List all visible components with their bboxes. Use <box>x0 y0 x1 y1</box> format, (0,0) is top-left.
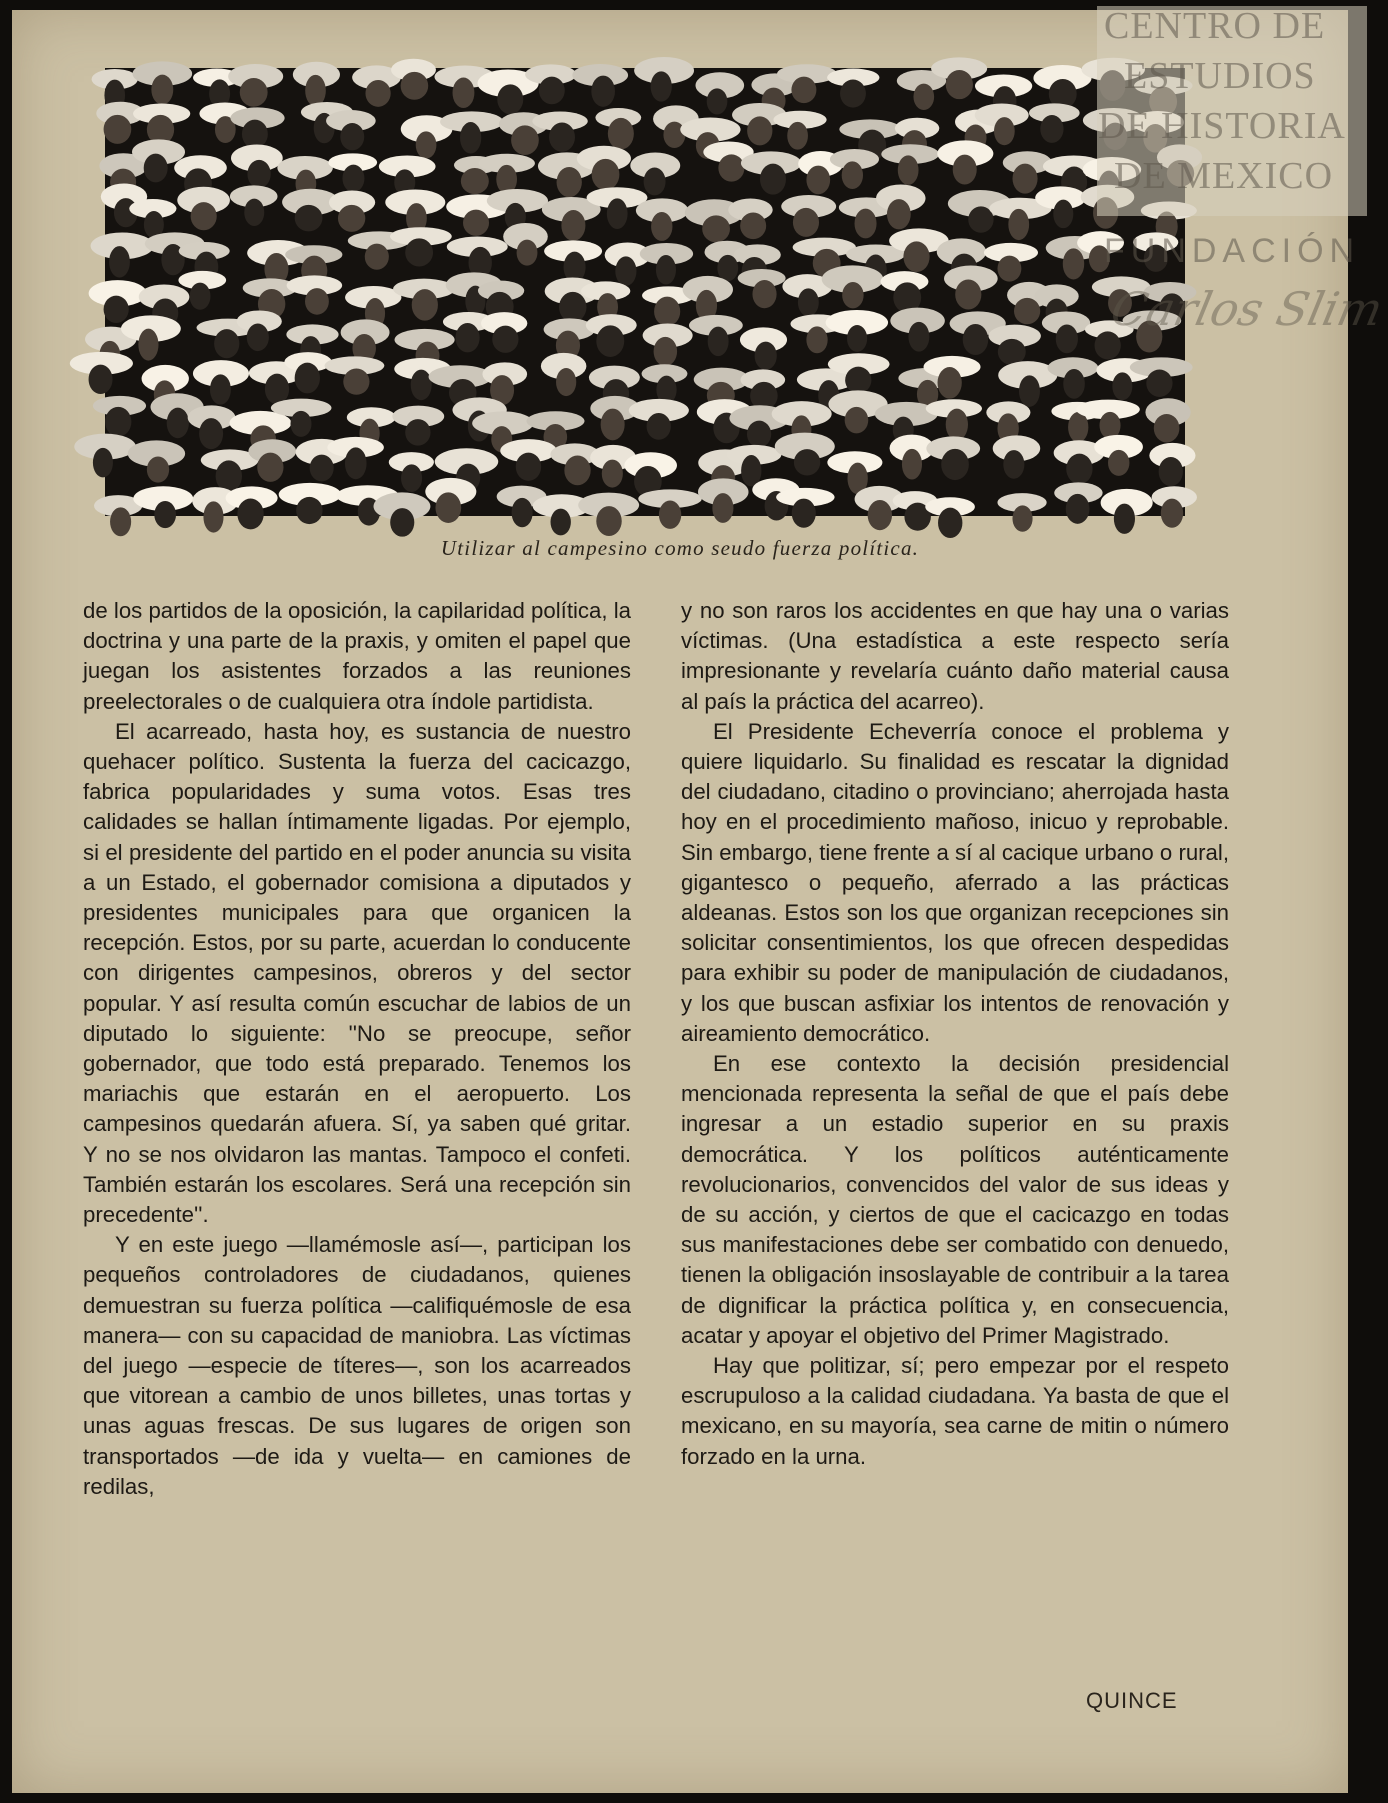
face-shape <box>592 159 620 190</box>
face-shape <box>845 367 871 394</box>
face-shape <box>216 460 242 491</box>
paragraph: Y en este juego —llamémosle así—, participan los pequeños controladores de ciudadanos, quienes demuestran su fuerza política —califiquémosle de esa manera— con su capacidad de maniobra. Las víctimas del juego —especie de títeres—, son los acarreados que vitorean a cambio de unos billetes, unas tortas y unas aguas frescas. De sus lugares de origen son transportados —de ida y vuelta— en camiones de redilas, <box>83 1232 631 1499</box>
face-shape <box>1066 494 1090 524</box>
face-shape <box>752 280 776 308</box>
face-shape <box>656 255 676 284</box>
face-shape <box>659 501 681 529</box>
face-shape <box>963 324 989 355</box>
paragraph: El Presidente Echeverría conoce el problema y quiere liquidarlo. Su finalidad es rescatar la dignidad del ciudadano, citadino o provinciano; aherrojada hasta hoy en el procedimiento mañoso, inicuo y reprobable. Sin embargo, tiene frente a sí al cacique urbano o rural, gigantesco o pequeño, aferrado a las prácticas aldeanas. Estos son los que organizan recepciones sin solicitar consentimientos, los que ofrecen despedidas para exhibir su poder de manipulación de ciudadanos, y los que buscan asfixiar los intentos de renovación y aireamiento democrático. <box>681 718 1229 1046</box>
face-shape <box>717 255 738 281</box>
face-shape <box>405 238 433 266</box>
face-shape <box>242 120 268 149</box>
face-shape <box>615 256 636 285</box>
face-shape <box>411 370 432 401</box>
face-shape <box>564 456 590 486</box>
face-shape <box>89 365 113 394</box>
face-shape <box>340 123 364 150</box>
face-shape <box>855 209 877 239</box>
face-shape <box>903 241 929 272</box>
face-shape <box>902 449 922 480</box>
face-shape <box>994 117 1015 145</box>
face-shape <box>1068 412 1088 442</box>
face-shape <box>561 210 585 241</box>
face-shape <box>1014 298 1040 324</box>
face-shape <box>557 167 582 197</box>
crowd-photo-graphic <box>105 68 1185 516</box>
face-shape <box>492 326 518 353</box>
face-shape <box>887 199 911 229</box>
face-shape <box>290 411 311 437</box>
face-shape <box>401 72 429 100</box>
face-shape <box>1053 200 1073 229</box>
face-shape <box>338 205 365 232</box>
magazine-page <box>12 5 1388 1793</box>
watermark-signature: Carlos Slim <box>1106 282 1388 336</box>
face-shape <box>310 455 334 482</box>
face-shape <box>1003 450 1024 479</box>
face-shape <box>511 125 539 155</box>
face-shape <box>953 155 977 185</box>
face-shape <box>539 77 565 105</box>
face-shape <box>93 448 113 478</box>
face-shape <box>596 325 624 357</box>
face-shape <box>1063 369 1085 399</box>
face-shape <box>702 215 730 242</box>
face-shape <box>1040 115 1063 143</box>
face-shape <box>708 327 729 357</box>
face-shape <box>109 246 130 278</box>
face-shape <box>296 497 322 524</box>
crowd-photo <box>105 68 1185 516</box>
face-shape <box>1112 372 1132 400</box>
face-shape <box>559 292 586 322</box>
face-shape <box>401 464 422 492</box>
face-shape <box>998 339 1026 365</box>
face-shape <box>556 368 576 396</box>
face-shape <box>591 76 615 107</box>
face-shape <box>1066 454 1092 484</box>
face-shape <box>512 498 533 527</box>
face-shape <box>265 374 289 405</box>
face-shape <box>718 154 744 181</box>
face-shape <box>938 508 962 538</box>
face-shape <box>247 160 270 188</box>
face-shape <box>946 70 973 99</box>
face-shape <box>798 288 819 316</box>
face-shape <box>840 80 866 108</box>
face-shape <box>792 499 816 528</box>
face-shape <box>740 213 766 240</box>
face-shape <box>104 115 132 144</box>
face-shape <box>305 75 326 107</box>
face-shape <box>390 508 414 537</box>
face-shape <box>305 288 329 315</box>
face-shape <box>842 161 863 189</box>
face-shape <box>806 166 830 195</box>
face-shape <box>1159 457 1183 486</box>
face-shape <box>105 407 131 437</box>
face-shape <box>1012 505 1032 531</box>
face-shape <box>596 506 621 536</box>
face-shape <box>517 240 538 266</box>
face-shape <box>244 199 264 226</box>
face-shape <box>845 407 869 434</box>
face-shape <box>760 164 786 195</box>
paragraph: de los partidos de la oposición, la capilaridad política, la doctrina y una parte de la praxis, y omiten el papel que juegan los asistentes forzados a las reuniones preelectorales o de cualquiera otra índole partidista. <box>83 598 631 714</box>
paragraph: Hay que politizar, sí; pero empezar por el respeto escrupuloso a la calidad ciudadana. Ya basta de que el mexicano, en su mayoría, sea carne de mitin o número forzado en la urna. <box>681 1353 1229 1469</box>
face-shape <box>607 198 628 229</box>
face-shape <box>747 421 771 448</box>
face-shape <box>1161 499 1183 528</box>
face-shape <box>794 449 820 475</box>
face-shape <box>946 409 968 441</box>
face-shape <box>712 493 733 523</box>
face-shape <box>214 329 239 358</box>
face-shape <box>365 244 389 270</box>
face-shape <box>199 418 223 449</box>
face-shape <box>460 122 481 154</box>
face-shape <box>651 212 672 241</box>
face-shape <box>247 324 269 352</box>
face-shape <box>868 500 892 530</box>
face-shape <box>412 289 438 321</box>
face-shape <box>747 116 772 145</box>
face-shape <box>1008 209 1029 240</box>
face-shape <box>365 80 390 107</box>
face-shape <box>138 329 158 361</box>
face-shape <box>1013 164 1038 194</box>
face-shape <box>647 413 671 440</box>
face-shape <box>908 322 929 352</box>
face-shape <box>210 374 231 404</box>
face-shape <box>110 507 131 536</box>
face-shape <box>941 449 969 480</box>
face-shape <box>913 84 934 110</box>
face-shape <box>203 501 223 532</box>
face-shape <box>707 88 728 114</box>
face-shape <box>755 342 777 370</box>
face-shape <box>898 155 919 185</box>
face-shape <box>842 282 863 308</box>
face-shape <box>551 509 571 536</box>
face-shape <box>144 154 168 183</box>
face-shape <box>343 369 369 395</box>
face-shape <box>516 453 541 481</box>
watermark-line: DE MEXICO <box>1114 155 1334 197</box>
face-shape <box>806 326 827 353</box>
face-shape <box>342 165 364 192</box>
face-shape <box>237 499 263 530</box>
face-shape <box>455 323 479 352</box>
face-shape <box>104 296 129 323</box>
face-shape <box>154 501 176 528</box>
face-shape <box>1063 248 1084 279</box>
face-shape <box>190 283 211 310</box>
face-shape <box>405 419 430 445</box>
face-shape <box>741 455 761 486</box>
face-shape <box>416 131 437 158</box>
face-shape <box>787 122 808 150</box>
face-shape <box>1146 370 1172 397</box>
paragraph: En ese contexto la decisión presidencial mencionada representa la señal de que el país debe ingresar a un estadio superior en su praxis democrática. Y los políticos auténticamente revolucionarios, convencidos del valor de sus ideas y de su acción, y ciertos de que el cacicazgo en todas sus manifestaciones debe ser combatido con denuedo, tienen la obligación insoslayable de contribuir a la tarea de dignificar la práctica política y, en consecuencia, acatar y apoyar el objetivo del Primer Magistrado. <box>681 1051 1229 1348</box>
face-shape <box>791 77 816 104</box>
face-shape <box>295 363 320 394</box>
face-shape <box>1154 414 1180 442</box>
face-shape <box>997 256 1021 282</box>
face-shape <box>644 168 666 196</box>
watermark-line: DE HISTORIA <box>1098 105 1346 147</box>
face-shape <box>793 208 819 237</box>
face-shape <box>651 71 672 101</box>
face-shape <box>549 123 575 152</box>
face-shape <box>167 408 189 439</box>
watermark-fundacion: FUNDACIÓN <box>1104 232 1361 270</box>
face-shape <box>601 409 625 441</box>
face-shape <box>435 492 461 523</box>
photo-caption: Utilizar al campesino como seudo fuerza política. <box>440 536 920 560</box>
face-shape <box>147 457 169 483</box>
paragraph: El acarreado, hasta hoy, es sustancia de nuestro quehacer político. Sustenta la fuerza del cacicazgo, fabrica popularidades y suma votos. Esas tres calidades se hallan íntimamente ligadas. Por ejemplo, si el presidente del partido en el poder anuncia su visita a un Estado, el gobernador comisiona a diputados y presidentes municipales para que organicen la recepción. Estos, por su parte, acuerdan lo conducente con dirigentes campesinos, obreros y del sector popular. Y así resulta común escuchar de labios de un diputado lo siguiente: ''No se preocupe, señor gobernador, que todo está preparado. Tenemos los mariachis que estarán en el aeropuerto. Los campesinos quedarán afuera. Sí, ya saben qué gritar. Y no se nos olvidaron las mantas. Tampoco el confeti. También estarán los escolares. Será una recepción sin precedente''. <box>83 718 631 1228</box>
face-shape <box>938 367 962 399</box>
left-column <box>83 596 631 1502</box>
face-shape <box>1108 450 1129 476</box>
face-shape <box>461 168 489 194</box>
face-shape <box>257 453 283 482</box>
face-shape <box>497 84 523 114</box>
face-shape <box>295 205 323 231</box>
face-shape <box>847 325 867 352</box>
face-shape <box>654 337 678 366</box>
paragraph: y no son raros los accidentes en que hay una o varias víctimas. (Una estadística a este respecto sería impresionante y revelaría cuánto daño material causa al país la práctica del acarreo). <box>681 598 1229 714</box>
face-shape <box>463 210 489 236</box>
face-shape <box>453 78 475 108</box>
face-shape <box>602 460 623 488</box>
watermark-line: CENTRO DE <box>1104 5 1326 47</box>
face-shape <box>345 447 367 479</box>
face-shape <box>240 78 268 107</box>
face-shape <box>1019 375 1040 406</box>
watermark-line: ESTUDIOS <box>1124 55 1316 97</box>
face-shape <box>608 118 634 150</box>
face-shape <box>1114 504 1135 534</box>
face-shape <box>955 280 981 310</box>
face-shape <box>654 297 680 327</box>
face-shape <box>191 202 217 230</box>
face-shape <box>151 75 173 105</box>
right-column <box>681 596 1229 1472</box>
page-number: QUINCE <box>1086 1688 1178 1713</box>
face-shape <box>1056 325 1078 354</box>
